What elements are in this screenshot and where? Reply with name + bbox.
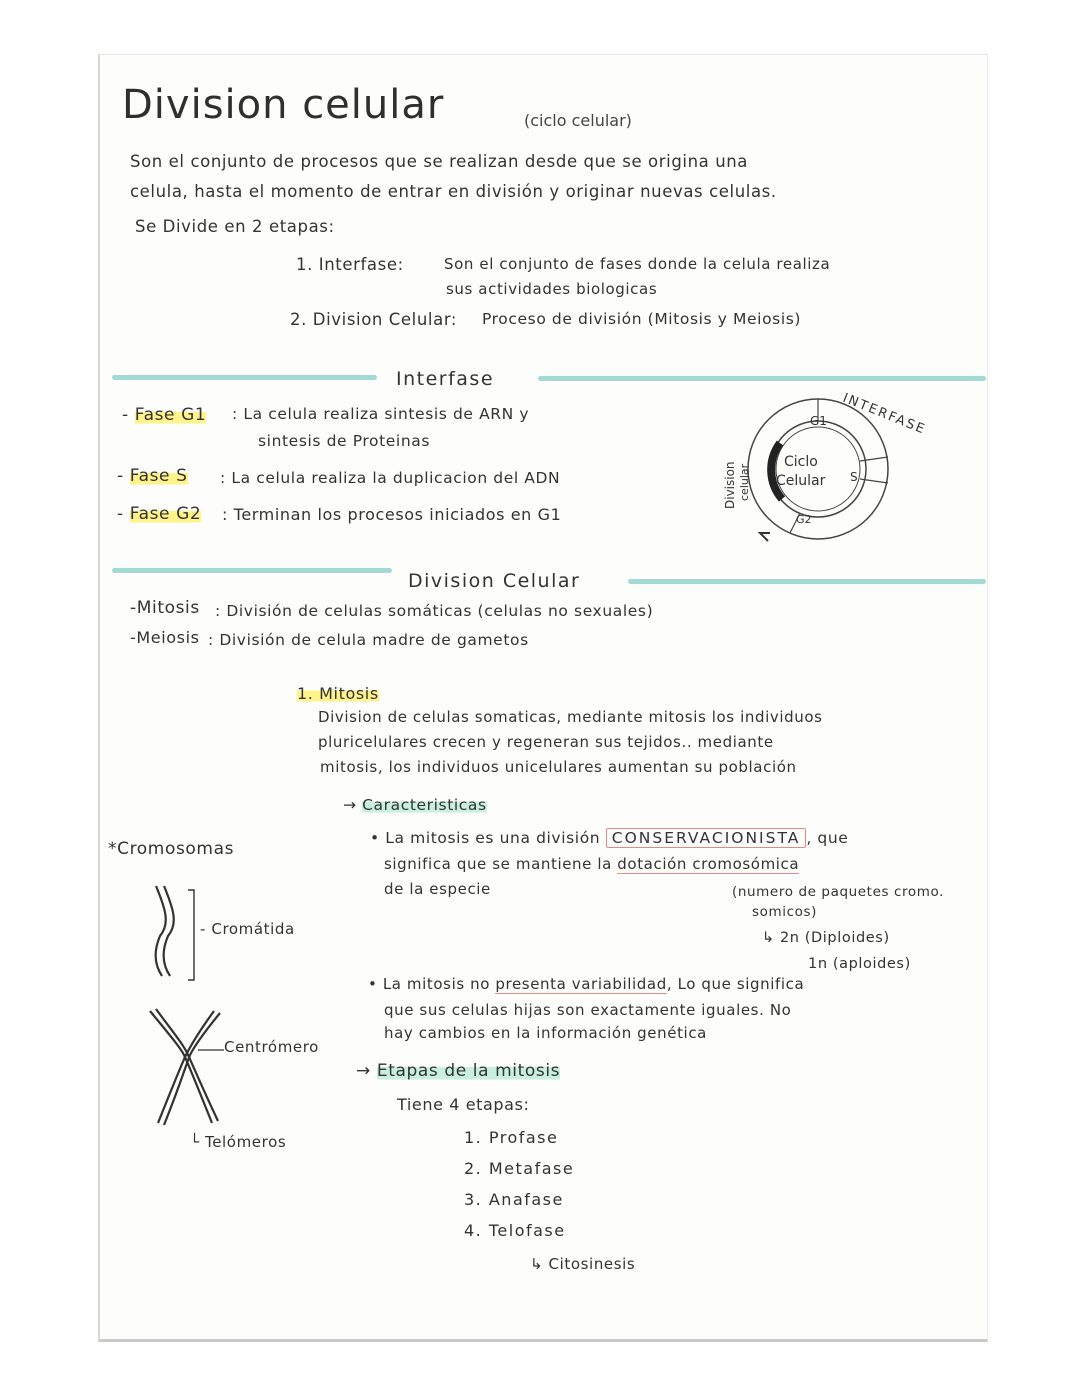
- fase-g2-highlight: Fase G2: [129, 504, 202, 524]
- centromere-label: Centrómero: [224, 1038, 319, 1056]
- divider-line-right: [538, 376, 986, 381]
- variabilidad-underlined: presenta variabilidad: [495, 975, 667, 993]
- cycle-g2-label: G2: [796, 513, 812, 526]
- mitosis-stage-item: 1. Profase: [464, 1128, 559, 1147]
- cycle-g1-label: G1: [810, 414, 827, 428]
- intro-line-3: Se Divide en 2 etapas:: [135, 217, 335, 236]
- mitosis-stage-item: 3. Anafase: [464, 1190, 564, 1209]
- divider-line-left: [112, 375, 377, 380]
- feature-2-line-2: que sus celulas hijas son exactamente iguales. No: [384, 1001, 792, 1019]
- page-subtitle: (ciclo celular): [524, 111, 632, 130]
- mitosis-heading-highlight: 1. Mitosis: [297, 684, 379, 703]
- chromosomes-heading: *Cromosomas: [108, 839, 235, 859]
- feature-1-note-b: somicos): [752, 904, 817, 920]
- stage-1-text-b: sus actividades biologicas: [446, 280, 658, 298]
- cycle-division-label-b: celular: [738, 463, 751, 501]
- division-heading: Division Celular: [408, 570, 581, 592]
- mitosis-para-1: Division de celulas somaticas, mediante mitosis los individuos: [318, 708, 823, 726]
- mitosis-para-3: mitosis, los individuos unicelulares aumentan su población: [320, 758, 797, 776]
- arrow-right-icon: →: [343, 796, 363, 814]
- feature-1-line-2: [384, 855, 799, 873]
- fase-s-highlight: Fase S: [129, 466, 188, 486]
- chromatid-text: Cromátida: [211, 920, 295, 938]
- stage-2-label: 2. Division Celular:: [290, 310, 458, 329]
- feature-1-diploid: ↳ 2n (Diploides): [762, 930, 890, 946]
- divider-line-left-2: [112, 568, 392, 573]
- telomeres-text: Telómeros: [205, 1133, 287, 1151]
- fase-g1-text-a: : La celula realiza sintesis de ARN y: [232, 405, 530, 423]
- fase-s-text: : La celula realiza la duplicacion del ADN: [220, 469, 561, 487]
- mitosis-stage-item: 4. Telofase: [464, 1221, 566, 1240]
- mitosis-para-2: pluricelulares crecen y regeneran sus tejidos.. mediante: [318, 733, 774, 751]
- feature-1-haploid: 1n (aploides): [808, 956, 911, 972]
- conservacionista-box: CONSERVACIONISTA: [606, 828, 807, 848]
- fase-g1-label: - Fase G1: [122, 405, 207, 425]
- mitosis-heading: [297, 684, 379, 703]
- cycle-interfase-label: INTERFASE: [840, 390, 929, 438]
- cycle-division-label-a: Division: [723, 461, 737, 509]
- citokinesis-text: ↳ Citosinesis: [530, 1255, 636, 1273]
- feature-2-text-a: • La mitosis no: [368, 975, 491, 993]
- stages-heading-highlight: Etapas de la mitosis: [376, 1061, 561, 1081]
- meiosis-def-label: -Meiosis: [130, 628, 200, 647]
- stage-2-text: Proceso de división (Mitosis y Meiosis): [482, 310, 802, 328]
- intro-line-2: celula, hasta el momento de entrar en división y originar nuevas celulas.: [130, 182, 777, 201]
- telomeres-label: └ Telómeros: [190, 1133, 287, 1151]
- page-title: Division celular: [122, 82, 445, 128]
- feature-1-text-b: , que: [806, 829, 849, 847]
- feature-2-line-3: hay cambios en la información genética: [384, 1024, 707, 1042]
- stage-1-label: 1. Interfase:: [296, 255, 404, 274]
- mitosis-def-label: -Mitosis: [130, 598, 200, 618]
- cycle-arrow-icon: [760, 533, 770, 541]
- mitosis-stage-item: 2. Metafase: [464, 1159, 575, 1178]
- feature-1-text-a: • La mitosis es una división: [370, 829, 601, 847]
- features-heading: [343, 796, 487, 814]
- dotacion-underlined: dotación cromosómica: [617, 855, 800, 873]
- interfase-heading: Interfase: [396, 368, 495, 390]
- feature-1-text-c: significa que se mantiene la: [384, 855, 612, 873]
- fase-g1-text-b: sintesis de Proteinas: [258, 432, 431, 450]
- cycle-s-label: S: [850, 470, 858, 484]
- meiosis-def-text: : División de celula madre de gametos: [208, 631, 529, 649]
- cycle-center-line-1: Ciclo: [784, 454, 818, 470]
- feature-2-line-1: [368, 975, 804, 993]
- chromosome-x-drawing: [140, 1005, 230, 1135]
- mitosis-def-text: : División de celulas somáticas (celulas no sexuales): [215, 602, 654, 620]
- arrow-right-icon: →: [356, 1061, 377, 1081]
- cell-cycle-diagram: [710, 383, 929, 553]
- fase-g2-text: : Terminan los procesos iniciados en G1: [222, 505, 562, 524]
- features-heading-highlight: Caracteristicas: [362, 796, 487, 814]
- chromatid-bracket: [188, 890, 194, 980]
- intro-line-1: Son el conjunto de procesos que se realizan desde que se origina una: [130, 152, 749, 171]
- feature-1-line-3: de la especie: [384, 880, 491, 898]
- stage-1-text-a: Son el conjunto de fases donde la celula realiza: [444, 255, 831, 273]
- feature-1-note-a: (numero de paquetes cromo.: [732, 884, 945, 900]
- feature-2-text-b: , Lo que significa: [666, 975, 805, 993]
- cycle-center-line-2: Celular: [776, 473, 826, 489]
- chromatid-label: - Cromátida: [200, 920, 295, 938]
- fase-g2-label: - Fase G2: [117, 504, 202, 524]
- divider-line-right-2: [628, 579, 986, 584]
- stages-heading: [356, 1061, 560, 1081]
- fase-g1-highlight: Fase G1: [134, 405, 207, 425]
- stages-intro: Tiene 4 etapas:: [397, 1095, 530, 1114]
- feature-1-line-1: [370, 829, 848, 847]
- fase-s-label: - Fase S: [117, 466, 188, 486]
